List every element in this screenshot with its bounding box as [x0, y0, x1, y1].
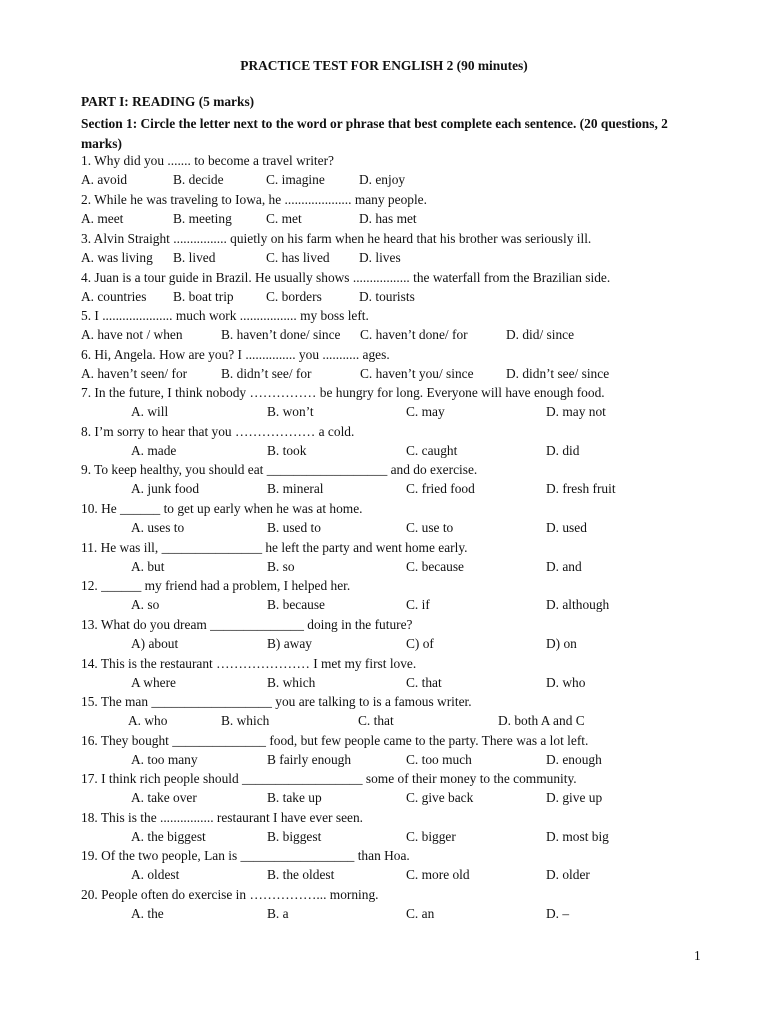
question-2: 2. While he was traveling to Iowa, he .................... many people.	[81, 192, 427, 207]
question-14: 14. This is the restaurant ………………… I met my first love.	[81, 656, 417, 671]
question-3: 3. Alvin Straight ................ quietly on his farm when he heard that his brother was seriously ill.	[81, 231, 592, 246]
question-15-option-c[interactable]: C. that	[358, 713, 394, 728]
question-20-option-d[interactable]: D. –	[546, 906, 570, 921]
question-2-option-b[interactable]: B. meeting	[173, 211, 232, 226]
question-18-option-b[interactable]: B. biggest	[267, 829, 322, 844]
question-2-option-a[interactable]: A. meet	[81, 211, 124, 226]
question-7-option-d[interactable]: D. may not	[546, 404, 606, 419]
question-8-option-a[interactable]: A. made	[131, 443, 177, 458]
question-10-option-a[interactable]: A. uses to	[131, 520, 185, 535]
question-15-option-b[interactable]: B. which	[221, 713, 270, 728]
question-1-option-d[interactable]: D. enjoy	[359, 172, 406, 187]
part-heading: PART I: READING (5 marks)	[81, 94, 255, 109]
question-15: 15. The man __________________ you are talking to is a famous writer.	[81, 694, 472, 709]
question-10-option-c[interactable]: C. use to	[406, 520, 454, 535]
question-6-option-c[interactable]: C. haven’t you/ since	[360, 366, 474, 381]
question-17-option-a[interactable]: A. take over	[131, 790, 197, 805]
question-3-option-c[interactable]: C. has lived	[266, 250, 330, 265]
question-10-option-d[interactable]: D. used	[546, 520, 587, 535]
question-4: 4. Juan is a tour guide in Brazil. He usually shows ................. the waterfall from the Brazilian side.	[81, 270, 611, 285]
question-14-option-d[interactable]: D. who	[546, 675, 586, 690]
question-6-option-d[interactable]: D. didn’t see/ since	[506, 366, 610, 381]
question-13-option-b[interactable]: B) away	[267, 636, 312, 651]
question-8: 8. I’m sorry to hear that you ……………… a cold.	[81, 424, 355, 439]
question-5: 5. I ..................... much work ................. my boss left.	[81, 308, 369, 323]
question-13-option-d[interactable]: D) on	[546, 636, 577, 651]
question-17-option-d[interactable]: D. give up	[546, 790, 603, 805]
question-9-option-a[interactable]: A. junk food	[131, 481, 200, 496]
question-16-option-c[interactable]: C. too much	[406, 752, 472, 767]
section-instruction: Section 1: Circle the letter next to the word or phrase that best complete each sentence. (20 questions, 2 marks)	[81, 116, 668, 151]
question-7-option-c[interactable]: C. may	[406, 404, 445, 419]
question-17: 17. I think rich people should __________________ some of their money to the community.	[81, 771, 577, 786]
question-12-option-a[interactable]: A. so	[131, 597, 160, 612]
question-2-option-d[interactable]: D. has met	[359, 211, 417, 226]
question-10-option-b[interactable]: B. used to	[267, 520, 321, 535]
question-1-option-c[interactable]: C. imagine	[266, 172, 325, 187]
question-6-option-b[interactable]: B. didn’t see/ for	[221, 366, 312, 381]
question-18-option-c[interactable]: C. bigger	[406, 829, 456, 844]
question-7: 7. In the future, I think nobody …………… be hungry for long. Everyone will have enough food.	[81, 385, 605, 400]
question-10: 10. He ______ to get up early when he was at home.	[81, 501, 363, 516]
question-4-option-a[interactable]: A. countries	[81, 289, 147, 304]
question-16-option-d[interactable]: D. enough	[546, 752, 602, 767]
question-5-option-d[interactable]: D. did/ since	[506, 327, 575, 342]
question-17-option-b[interactable]: B. take up	[267, 790, 322, 805]
question-15-option-d[interactable]: D. both A and C	[498, 713, 585, 728]
question-17-option-c[interactable]: C. give back	[406, 790, 474, 805]
question-8-option-d[interactable]: D. did	[546, 443, 580, 458]
question-11-option-b[interactable]: B. so	[267, 559, 295, 574]
question-9-option-d[interactable]: D. fresh fruit	[546, 481, 616, 496]
question-6-option-a[interactable]: A. haven’t seen/ for	[81, 366, 188, 381]
question-8-option-c[interactable]: C. caught	[406, 443, 458, 458]
question-14-option-c[interactable]: C. that	[406, 675, 442, 690]
question-16-option-a[interactable]: A. too many	[131, 752, 198, 767]
question-19-option-c[interactable]: C. more old	[406, 867, 470, 882]
question-4-option-b[interactable]: B. boat trip	[173, 289, 234, 304]
question-7-option-b[interactable]: B. won’t	[267, 404, 314, 419]
question-11-option-d[interactable]: D. and	[546, 559, 582, 574]
question-11: 11. He was ill, _______________ he left the party and went home early.	[81, 540, 468, 555]
question-12-option-c[interactable]: C. if	[406, 597, 430, 612]
question-14-option-b[interactable]: B. which	[267, 675, 316, 690]
question-5-option-a[interactable]: A. have not / when	[81, 327, 183, 342]
question-3-option-a[interactable]: A. was living	[81, 250, 153, 265]
question-13-option-c[interactable]: C) of	[406, 636, 434, 651]
question-5-option-b[interactable]: B. haven’t done/ since	[221, 327, 341, 342]
question-9-option-c[interactable]: C. fried food	[406, 481, 475, 496]
question-4-option-d[interactable]: D. tourists	[359, 289, 415, 304]
question-11-option-a[interactable]: A. but	[131, 559, 165, 574]
question-1: 1. Why did you ....... to become a travel writer?	[81, 153, 334, 168]
question-3-option-d[interactable]: D. lives	[359, 250, 401, 265]
question-18: 18. This is the ................ restaurant I have ever seen.	[81, 810, 363, 825]
question-19-option-a[interactable]: A. oldest	[131, 867, 180, 882]
question-5-option-c[interactable]: C. haven’t done/ for	[360, 327, 468, 342]
question-18-option-a[interactable]: A. the biggest	[131, 829, 206, 844]
question-20-option-c[interactable]: C. an	[406, 906, 435, 921]
question-9-option-b[interactable]: B. mineral	[267, 481, 324, 496]
question-1-option-b[interactable]: B. decide	[173, 172, 224, 187]
question-4-option-c[interactable]: C. borders	[266, 289, 322, 304]
page-number: 1	[694, 948, 701, 963]
question-19-option-d[interactable]: D. older	[546, 867, 590, 882]
question-13-option-a[interactable]: A) about	[131, 636, 179, 651]
question-12: 12. ______ my friend had a problem, I helped her.	[81, 578, 351, 593]
question-18-option-d[interactable]: D. most big	[546, 829, 609, 844]
page-title: PRACTICE TEST FOR ENGLISH 2 (90 minutes)	[240, 58, 528, 73]
question-20: 20. People often do exercise in ……………... morning.	[81, 887, 379, 902]
question-20-option-a[interactable]: A. the	[131, 906, 164, 921]
question-14-option-a[interactable]: A where	[131, 675, 176, 690]
question-16: 16. They bought ______________ food, but few people came to the party. There was a lot left.	[81, 733, 589, 748]
question-9: 9. To keep healthy, you should eat __________________ and do exercise.	[81, 462, 478, 477]
question-11-option-c[interactable]: C. because	[406, 559, 465, 574]
question-3-option-b[interactable]: B. lived	[173, 250, 216, 265]
question-7-option-a[interactable]: A. will	[131, 404, 169, 419]
question-19-option-b[interactable]: B. the oldest	[267, 867, 335, 882]
question-12-option-b[interactable]: B. because	[267, 597, 326, 612]
question-16-option-b[interactable]: B fairly enough	[267, 752, 352, 767]
question-20-option-b[interactable]: B. a	[267, 906, 289, 921]
question-15-option-a[interactable]: A. who	[128, 713, 168, 728]
question-6: 6. Hi, Angela. How are you? I ............... you ........... ages.	[81, 347, 390, 362]
question-12-option-d[interactable]: D. although	[546, 597, 610, 612]
question-8-option-b[interactable]: B. took	[267, 443, 307, 458]
question-2-option-c[interactable]: C. met	[266, 211, 302, 226]
question-1-option-a[interactable]: A. avoid	[81, 172, 128, 187]
question-13: 13. What do you dream ______________ doing in the future?	[81, 617, 413, 632]
question-19: 19. Of the two people, Lan is _________________ than Hoa.	[81, 848, 410, 863]
